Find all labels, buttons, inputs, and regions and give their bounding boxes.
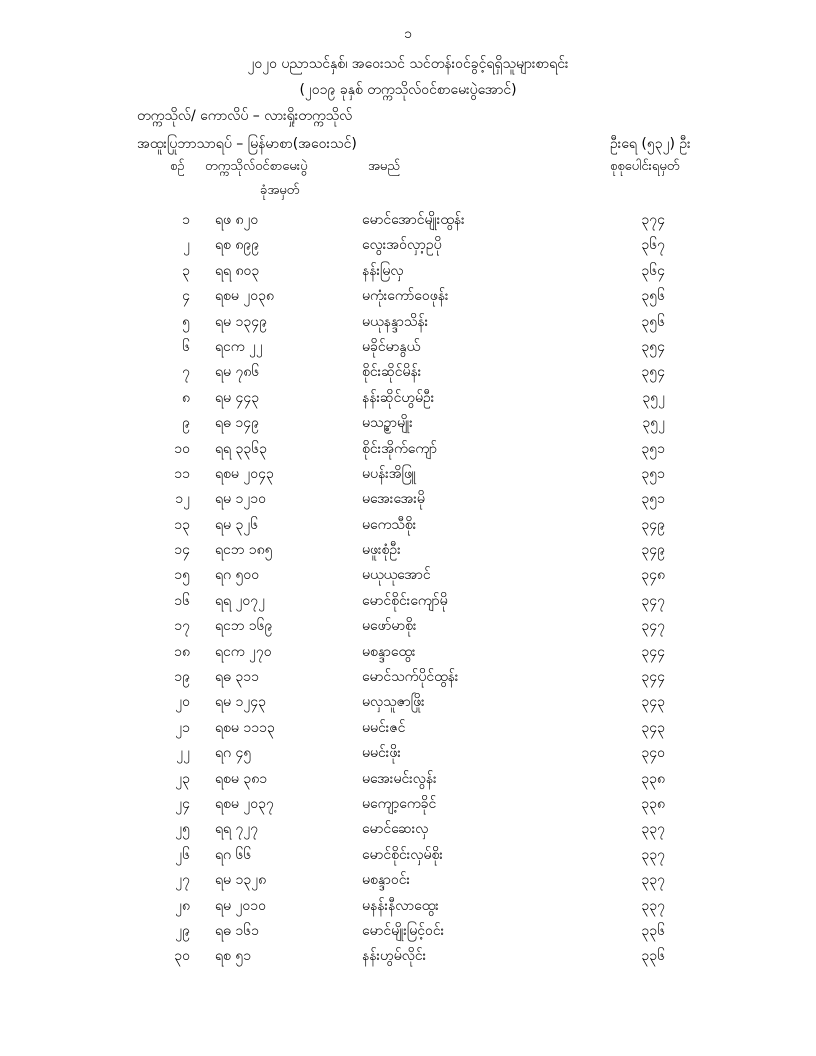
total-marks: ၃၃၇ — [641, 872, 665, 889]
table-row — [0, 358, 816, 383]
table-row — [0, 638, 816, 663]
roll-number: ရဂ ၅၀၀ — [215, 567, 260, 584]
row-number: ၁၄ — [174, 542, 190, 559]
document-subtitle: (၂၀၁၉ ခုနှစ် တက္ကသိုလ်ဝင်စာမေးပွဲအောင်) — [299, 82, 517, 98]
table-row — [0, 815, 816, 840]
student-name: မခိုင်မာနွယ် — [362, 338, 421, 355]
student-name: မကျော့ကေခိုင် — [362, 795, 437, 812]
row-number: ၁၈ — [174, 643, 190, 660]
total-marks: ၃၆၇ — [641, 237, 665, 254]
table-row — [0, 511, 816, 536]
table-row — [0, 231, 816, 256]
header-total-marks: စုစုပေါင်းရမှတ် — [610, 159, 680, 174]
total-marks: ၃၄၃ — [641, 719, 665, 736]
roll-number: ရမ ၁၂၄၃ — [215, 694, 266, 711]
student-name: နန်းဟွမ်လိုင်း — [362, 948, 427, 965]
total-marks: ၃၅၆ — [641, 313, 665, 330]
roll-number: ရစမ ၂၀၃၈ — [215, 288, 274, 305]
student-name: မောင်ဆေးလှ — [362, 821, 429, 838]
student-name: မယုနန္ဒာသိန်း — [362, 313, 429, 330]
student-name: စိုင်းအိုက်ကျော် — [362, 440, 438, 457]
student-name: မောင်အောင်မျိုးထွန်း — [362, 212, 465, 228]
roll-number: ရစမ ၂၀၄၃ — [215, 465, 274, 482]
row-number: ၈ — [182, 389, 190, 406]
table-row — [0, 714, 816, 739]
student-name: လွေးအဝ်လှာ့ဥပို — [362, 237, 442, 254]
student-name: မမင်းဖိုး — [362, 745, 401, 762]
total-marks: ၃၃၆ — [641, 948, 665, 965]
roll-number: ရမ ၁၃၄၉ — [215, 313, 267, 330]
row-number: ၉ — [182, 415, 190, 432]
total-marks: ၃၅၆ — [641, 288, 665, 305]
results-table — [0, 206, 816, 968]
total-marks: ၃၅၁ — [641, 440, 665, 457]
row-number: ၁၅ — [174, 567, 190, 584]
total-marks: ၃၅၄ — [641, 364, 665, 381]
row-number: ၁၂ — [175, 491, 190, 508]
student-name: မကုံးကော်ဝေဖုန်း — [362, 288, 449, 305]
roll-number: ရရ ၇၂၇ — [215, 821, 259, 838]
total-marks: ၃၅၄ — [641, 338, 665, 355]
row-number: ၂၈ — [175, 897, 190, 914]
table-row — [0, 866, 816, 891]
total-marks: ၃၄၇ — [641, 618, 665, 635]
row-number: ၃၀ — [174, 948, 190, 965]
student-name: နန်းမြလှ — [362, 262, 404, 279]
table-row — [0, 460, 816, 485]
student-name: မမင်းဇင် — [362, 719, 406, 736]
total-marks: ၃၄၄ — [641, 669, 665, 686]
table-row — [0, 206, 816, 231]
roll-number: ရရ ၈၀၃ — [215, 262, 260, 279]
table-row — [0, 612, 816, 637]
total-marks: ၃၃၇ — [641, 846, 665, 863]
total-marks: ၃၄၀ — [641, 745, 665, 762]
university-line: တက္ကသိုလ်/ ကောလိပ် – လားရှိုးတက္ကသိုလ် — [137, 108, 353, 124]
subject-line: အထူးပြုဘာသာရပ် – မြန်မာစာ(အဝေးသင်) — [137, 136, 357, 152]
table-row — [0, 384, 816, 409]
student-name: မအေးမင်းလွန်း — [362, 770, 437, 787]
table-row — [0, 841, 816, 866]
roll-number: ရစမ ၁၁၁၃ — [215, 719, 275, 736]
student-name: မကေသီစိုး — [362, 516, 417, 533]
student-name: မနန်းနီလာထွေး — [362, 897, 439, 914]
table-row — [0, 892, 816, 917]
roll-number: ရမ ၁၃၂၈ — [215, 872, 267, 889]
table-row — [0, 409, 816, 434]
row-number: ၁၉ — [174, 669, 190, 686]
roll-number: ရငက ၂၇၀ — [215, 643, 272, 660]
row-number: ၅ — [182, 313, 190, 330]
roll-number: ရရ ၃၃၆၃ — [215, 440, 268, 457]
row-number: ၇ — [182, 364, 190, 381]
page-number: ၁ — [404, 26, 412, 42]
roll-number: ရစမ ၃၈၁ — [215, 770, 268, 787]
student-name: မဖူးစုံဦး — [362, 542, 401, 559]
student-name: မောင်စိုင်းလှမ်စိုး — [362, 846, 443, 863]
table-row — [0, 587, 816, 612]
row-number: ၁၀ — [174, 440, 190, 457]
header-name: အမည် — [368, 159, 400, 174]
roll-number: ရဓ ၁၆၁ — [215, 922, 259, 939]
row-number: ၂ — [183, 237, 190, 254]
roll-number: ရဓ ၁၄၉ — [215, 415, 259, 432]
student-name: မယုယုအောင် — [362, 567, 431, 584]
table-row — [0, 765, 816, 790]
roll-number: ရဓ ၃၁၁ — [215, 669, 259, 686]
row-number: ၁၇ — [174, 618, 190, 635]
total-marks: ၃၄၈ — [641, 567, 665, 584]
student-name: မသဥ္စာမျိုး — [362, 415, 413, 432]
student-name: စိုင်းဆိုင်မိန်း — [362, 364, 422, 381]
student-name: မအေးအေးမို — [362, 491, 425, 508]
roll-number: ရမ ၃၂၆ — [215, 516, 259, 533]
row-number: ၂၉ — [175, 922, 190, 939]
roll-number: ရငက ၂၂ — [215, 338, 263, 355]
table-row — [0, 282, 816, 307]
table-row — [0, 561, 816, 586]
student-name: မောင်သက်ပိုင်ထွန်း — [362, 669, 459, 686]
roll-number: ရငဘ ၁၈၅ — [215, 542, 273, 559]
row-number: ၂၆ — [175, 846, 190, 863]
row-number: ၁၆ — [174, 592, 190, 609]
document-title: ၂၀၂၀ ပညာသင်နှစ်၊ အဝေးသင် သင်တန်းဝင်ခွင့်ရရှိသူများစာရင်း — [247, 56, 569, 72]
total-marks: ၃၄၃ — [641, 694, 665, 711]
student-name: မပန်းအိဖြူ — [362, 465, 417, 482]
total-marks: ၃၆၄ — [641, 262, 665, 279]
roll-number: ရငဘ ၁၆၉ — [215, 618, 273, 635]
student-name: မောင်စိုင်းကျော်မို — [362, 592, 448, 609]
student-name: မောင်မျိုးမြင့်ဝင်း — [362, 922, 445, 939]
table-row — [0, 536, 816, 561]
table-row — [0, 688, 816, 713]
roll-number: ရစ ၈၉၉ — [215, 237, 260, 254]
total-marks: ၃၄၉ — [641, 542, 665, 559]
header-roll-number-line-2: ခုံအမှတ် — [260, 183, 300, 198]
row-number: ၂၃ — [175, 770, 190, 787]
table-row — [0, 790, 816, 815]
roll-number: ရဖ ၈၂၀ — [215, 212, 259, 228]
total-marks: ၃၃၇ — [641, 897, 665, 914]
table-row — [0, 917, 816, 942]
table-row — [0, 739, 816, 764]
total-marks: ၃၅၂ — [642, 415, 665, 432]
total-marks: ၃၅၂ — [642, 389, 665, 406]
student-name: မစန္ဒာထွေး — [362, 643, 416, 660]
row-number: ၃ — [182, 262, 190, 279]
row-number: ၆ — [182, 338, 190, 355]
total-marks: ၃၄၉ — [641, 516, 665, 533]
total-marks: ၃၃၈ — [641, 770, 665, 787]
roll-number: ရဂ ၄၅ — [215, 745, 252, 762]
header-roll-number: တက္ကသိုလ်ဝင်စာမေးပွဲ — [205, 159, 308, 174]
student-name: မဖော်မာစိုး — [362, 618, 417, 635]
roll-number: ရမ ၇၈၆ — [215, 364, 260, 381]
total-marks: ၃၃၆ — [641, 922, 665, 939]
row-number: ၁၁ — [174, 465, 190, 482]
total-marks: ၃၃၈ — [641, 795, 665, 812]
total-marks: ၃၄၄ — [641, 643, 665, 660]
student-name: မလှသူဇာဖြိုး — [362, 694, 425, 711]
row-number: ၂၄ — [175, 795, 190, 812]
roll-number: ရစ ၅၁ — [215, 948, 252, 965]
roll-number: ရဂ ၆၆ — [215, 846, 252, 863]
header-no: စဉ် — [170, 159, 185, 174]
row-number: ၁၃ — [174, 516, 190, 533]
roll-number: ရစမ ၂၀၃၇ — [215, 795, 274, 812]
row-number: ၂၅ — [175, 821, 190, 838]
total-marks: ၃၃၇ — [641, 821, 665, 838]
row-number: ၂၁ — [175, 719, 190, 736]
table-row — [0, 308, 816, 333]
student-name: မစန္ဒာဝင်း — [362, 872, 411, 889]
roll-number: ရမ ၂၀၁၀ — [215, 897, 266, 914]
roll-number: ရမ ၁၂၁၀ — [215, 491, 266, 508]
row-number: ၂၇ — [175, 872, 190, 889]
quota-line: ဦးရေ (၅၃၂) ဦး — [610, 136, 691, 152]
table-row — [0, 435, 816, 460]
table-row — [0, 257, 816, 282]
total-marks: ၃၅၁ — [641, 465, 665, 482]
row-number: ၄ — [182, 288, 190, 305]
table-row — [0, 485, 816, 510]
row-number: ၁ — [182, 212, 190, 228]
student-name: နန်းဆိုင်ဟွမ်ဦး — [362, 389, 435, 406]
row-number: ၂၂ — [176, 745, 190, 762]
total-marks: ၃၇၄ — [641, 212, 665, 228]
table-row — [0, 942, 816, 967]
roll-number: ရမ ၄၄၃ — [215, 389, 260, 406]
row-number: ၂၀ — [175, 694, 190, 711]
table-row — [0, 333, 816, 358]
total-marks: ၃၄၇ — [641, 592, 665, 609]
table-row — [0, 663, 816, 688]
roll-number: ရရ ၂၀၇၂ — [215, 592, 266, 609]
total-marks: ၃၅၁ — [641, 491, 665, 508]
